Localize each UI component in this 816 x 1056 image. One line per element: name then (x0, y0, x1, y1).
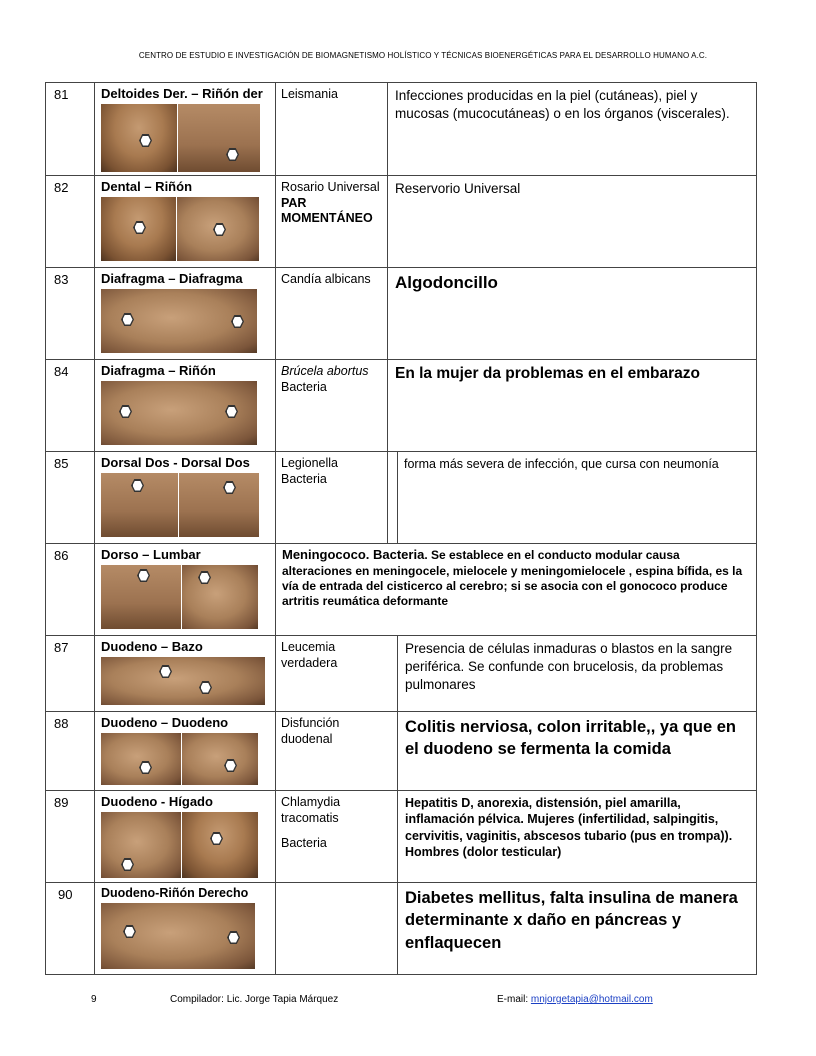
magnet-point-marker (139, 134, 152, 147)
microorganism: Meningococo. Bacteria (282, 547, 425, 562)
microorganism-cell (276, 712, 398, 791)
magnet-point-marker (213, 223, 226, 236)
pair-cell (95, 360, 276, 452)
magnet-point-marker (210, 832, 223, 845)
description-cell: Colitis nerviosa, colon irritable,, ya que en el duodeno se fermenta la comida (398, 712, 757, 791)
microorganism-type: Bacteria (281, 379, 327, 394)
pair-name: Duodeno – Bazo (101, 639, 203, 654)
pair-cell (95, 544, 276, 636)
row-number: 84 (46, 360, 95, 452)
table-row (46, 883, 757, 975)
magnet-point-marker (123, 925, 136, 938)
microorganism: Chlamydia tracomatis (281, 795, 341, 825)
magnet-point-marker (227, 931, 240, 944)
table-row (46, 176, 757, 268)
magnet-point-marker (121, 313, 134, 326)
body-images (101, 733, 275, 785)
body-image-upper-back (179, 473, 259, 537)
body-image-shoulder (101, 104, 177, 172)
description-cell: Hepatitis D, anorexia, distensión, piel amarilla, inflamación pélvica. Mujeres (infertilidad, salpingitis, cervivitis, vaginitis, abscesos tubario (pus en trompa)). Hombres (dolor testicular) (398, 791, 757, 883)
body-image-abdomen (101, 657, 265, 705)
body-image-torso-back (101, 903, 255, 969)
microorganism: Disfunción duodenal (281, 716, 340, 746)
email-label: E-mail: (497, 994, 529, 1005)
body-image-torso (182, 733, 258, 785)
compiler-credit: Compilador: Lic. Jorge Tapia Márquez (170, 994, 339, 1005)
pair-name: Dental – Riñón (101, 179, 193, 194)
body-images (101, 903, 275, 969)
table-row (46, 360, 757, 452)
magnet-point-marker (199, 681, 212, 694)
description-cell: Reservorio Universal (388, 176, 757, 268)
description-cell: Presencia de células inmaduras o blastos en la sangre periférica. Se confunde con brucelosis, da problemas pulmonares (398, 636, 757, 712)
pair-name: Duodeno-Riñón Derecho (101, 886, 249, 900)
microorganism-cell (276, 176, 388, 268)
email-block (497, 994, 653, 1005)
body-image-torso (101, 812, 181, 878)
table-row (46, 268, 757, 360)
microorganism-cell (276, 883, 398, 975)
row-number: 88 (46, 712, 95, 791)
pair-cell (95, 83, 276, 176)
microorganism-cell (276, 452, 388, 544)
row-number: 81 (46, 83, 95, 176)
microorganism-type: Bacteria (281, 471, 327, 486)
pair-name: Diafragma – Diafragma (101, 271, 243, 286)
header-text: CENTRO DE ESTUDIO E INVESTIGACIÓN DE BIOMAGNETISMO HOLÍSTICO Y TÉCNICAS BIOENERGÉTICAS PARA EL DESARROLLO HUMANO A.C. (138, 51, 708, 60)
page-header (0, 51, 816, 60)
microorganism: Legionella (281, 456, 338, 470)
description-cell: forma más severa de infección, que cursa con neumonía (398, 452, 757, 544)
body-images (101, 657, 275, 705)
magnet-point-marker (223, 481, 236, 494)
pair-type: PAR MOMENTÁNEO (281, 195, 373, 226)
body-image-mouth (101, 197, 176, 261)
table-row (46, 791, 757, 883)
table-row (46, 636, 757, 712)
pair-name: Dorso – Lumbar (101, 547, 201, 562)
pair-cell (95, 791, 276, 883)
magnet-point-marker (198, 571, 211, 584)
microorganism-cell (276, 83, 388, 176)
body-image-torso-back (101, 381, 257, 445)
email-link[interactable]: mnjorgetapia@hotmail.com (530, 994, 653, 1005)
row-number: 83 (46, 268, 95, 360)
microorganism: Candía albicans (281, 272, 371, 286)
body-images (101, 812, 275, 878)
body-image-lumbar (182, 565, 258, 629)
pair-name: Duodeno - Hígado (101, 794, 213, 809)
microorganism-cell (276, 268, 388, 360)
row-number: 82 (46, 176, 95, 268)
table-row (46, 712, 757, 791)
row-number: 90 (46, 883, 95, 975)
body-images (101, 197, 275, 261)
description-cell: En la mujer da problemas en el embarazo (388, 360, 757, 452)
magnet-point-marker (133, 221, 146, 234)
body-image-torso (101, 733, 181, 785)
microorganism: Leucemia verdadera (281, 640, 338, 670)
row-number: 86 (46, 544, 95, 636)
row-number: 87 (46, 636, 95, 712)
magnet-point-marker (131, 479, 144, 492)
pair-cell (95, 636, 276, 712)
pair-cell (95, 268, 276, 360)
microorganism-cell (276, 791, 398, 883)
body-images (101, 381, 275, 445)
magnet-point-marker (226, 148, 239, 161)
description: . Se establece en el conducto modular causa alteraciones en meningocele, mielocele y meningomielocele , espina bífida, es la vía de entrada del cisticerco al cerebro; si se asocia con el gonococo produce artritis reumática deformante (282, 548, 743, 609)
magnet-point-marker (231, 315, 244, 328)
body-image-back (101, 565, 181, 629)
microorganism-type: Bacteria (281, 836, 327, 851)
description-cell: Algodoncillo (388, 268, 757, 360)
magnet-point-marker (159, 665, 172, 678)
body-image-torso (182, 812, 258, 878)
body-images (101, 473, 275, 537)
pair-cell (95, 176, 276, 268)
magnet-point-marker (121, 858, 134, 871)
row-number: 89 (46, 791, 95, 883)
biomagnetism-pairs-table (45, 82, 757, 975)
magnet-point-marker (224, 759, 237, 772)
pair-cell (95, 712, 276, 791)
row-number: 85 (46, 452, 95, 544)
microorganism: Rosario Universal (281, 180, 380, 194)
pair-name: Duodeno – Duodeno (101, 715, 229, 730)
magnet-point-marker (225, 405, 238, 418)
table-row (46, 83, 757, 176)
magnet-point-marker (119, 405, 132, 418)
pair-cell (95, 452, 276, 544)
microorganism-cell (276, 636, 398, 712)
table-row (46, 544, 757, 636)
table-row (46, 452, 757, 544)
body-images (101, 289, 275, 353)
page-number: 9 (91, 994, 97, 1005)
microorganism-cell (276, 360, 388, 452)
microorganism: Leismania (281, 87, 338, 101)
magnet-point-marker (137, 569, 150, 582)
pair-name: Deltoides Der. – Riñón der (101, 86, 263, 101)
microorganism: Brúcela abortus (281, 364, 369, 378)
body-image-upper-back (101, 473, 178, 537)
description-cell: Diabetes mellitus, falta insulina de manera determinante x daño en páncreas y enflaquecen (398, 883, 757, 975)
body-image-back (177, 197, 259, 261)
pair-name: Diafragma – Riñón (101, 363, 216, 378)
body-images (101, 565, 275, 629)
body-image-back (178, 104, 260, 172)
body-image-torso (101, 289, 257, 353)
description-cell: Infecciones producidas en la piel (cutáneas), piel y mucosas (mucocutáneas) o en los órganos (viscerales). (388, 83, 757, 176)
pair-name: Dorsal Dos - Dorsal Dos (101, 455, 250, 470)
description-cell (276, 544, 757, 636)
magnet-point-marker (139, 761, 152, 774)
pair-cell (95, 883, 276, 975)
body-images (101, 104, 275, 172)
